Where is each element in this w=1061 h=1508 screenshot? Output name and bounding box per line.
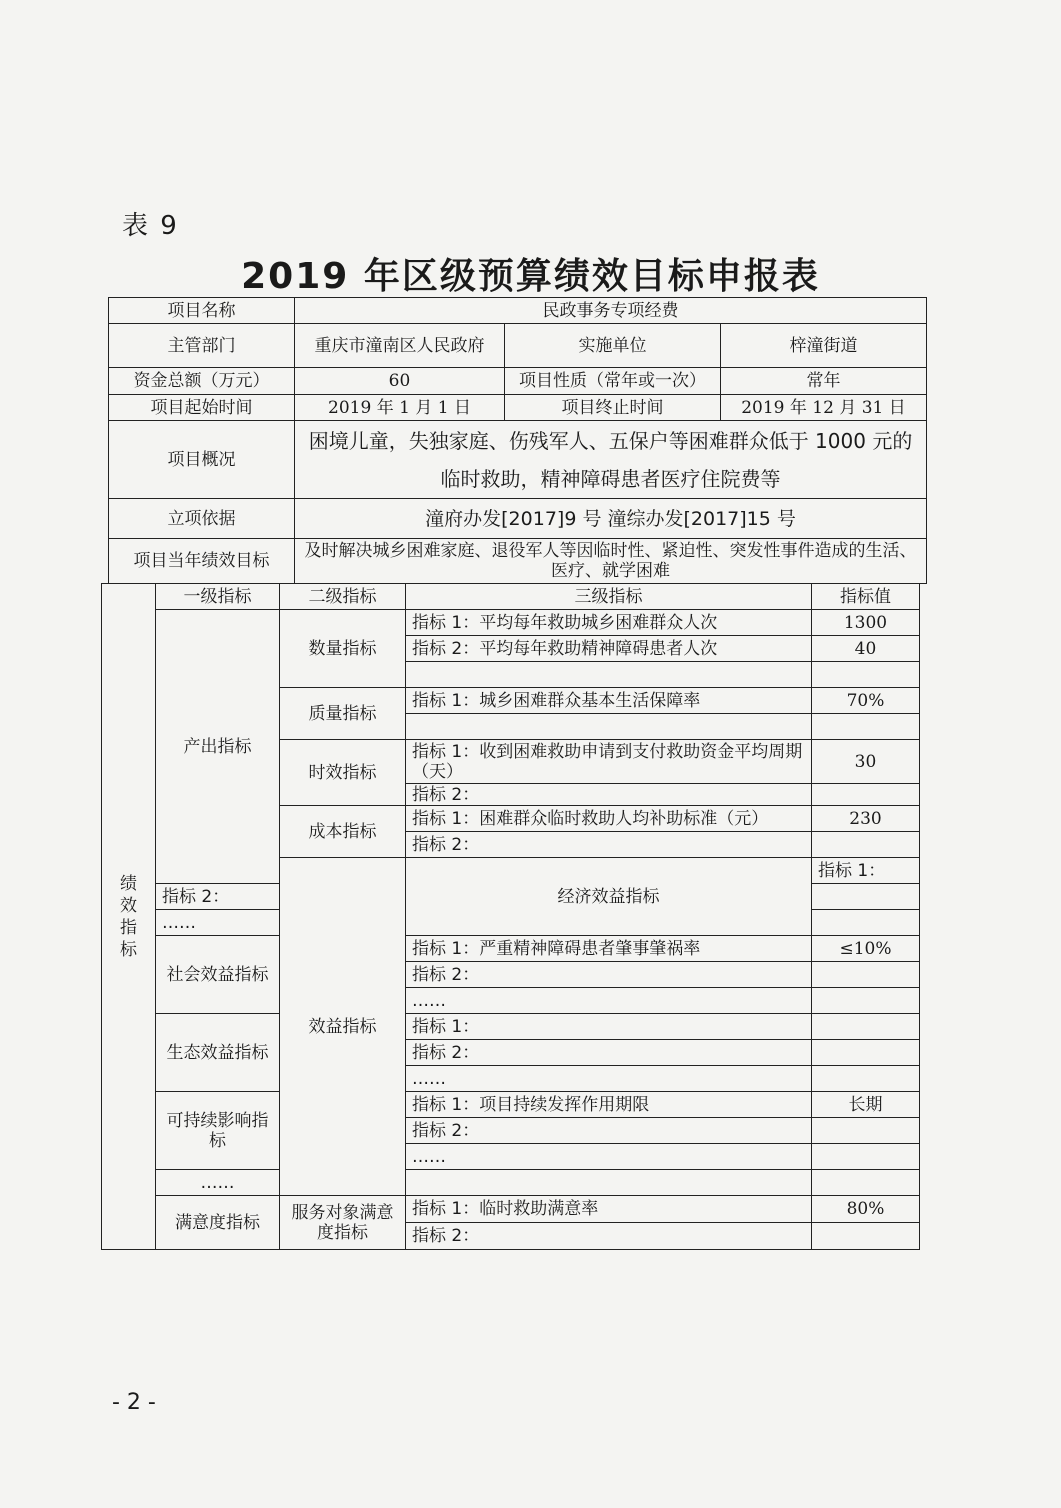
- empty-cell: [812, 714, 920, 740]
- quality-indicators-label: 质量指标: [280, 688, 406, 740]
- indicator-timeliness-1: 指标 1：收到困难救助申请到支付救助资金平均周期（天）: [406, 740, 812, 784]
- fund-total-value: 60: [295, 368, 505, 395]
- value-header: 指标值: [812, 584, 920, 610]
- social-benefit-label: 社会效益指标: [156, 936, 280, 1014]
- economic-benefit-label: 经济效益指标: [406, 858, 812, 936]
- project-name-label: 项目名称: [109, 298, 295, 324]
- basis-value: 潼府办发[2017]9 号 潼综办发[2017]15 号: [295, 499, 927, 539]
- department-value: 重庆市潼南区人民政府: [295, 324, 505, 368]
- quantity-indicators-label: 数量指标: [280, 610, 406, 688]
- empty-cell: [812, 1118, 920, 1144]
- table-row: [102, 610, 920, 636]
- project-info-table: [108, 297, 927, 584]
- level3-header: 三级指标: [406, 584, 812, 610]
- table-row: [109, 324, 927, 368]
- table-row: [109, 421, 927, 499]
- indicator-quality-1-value: 70%: [812, 688, 920, 714]
- timeliness-indicators-label: 时效指标: [280, 740, 406, 806]
- cost-indicators-label: 成本指标: [280, 806, 406, 858]
- level2-header: 二级指标: [280, 584, 406, 610]
- empty-cell: [406, 1170, 812, 1196]
- indicator-quantity-1: 指标 1：平均每年救助城乡困难群众人次: [406, 610, 812, 636]
- indicator-table: [101, 583, 920, 1250]
- department-label: 主管部门: [109, 324, 295, 368]
- empty-cell: [406, 662, 812, 688]
- indicator-social-more: ……: [406, 988, 812, 1014]
- table-row: [102, 936, 920, 962]
- empty-cell: [812, 1014, 920, 1040]
- indicator-timeliness-2: 指标 2：: [406, 784, 812, 806]
- goal-value: 及时解决城乡困难家庭、退役军人等因临时性、紧迫性、突发性事件造成的生活、医疗、就学困难: [295, 539, 927, 584]
- indicator-social-1-value: ≤10%: [812, 936, 920, 962]
- table-row: [109, 395, 927, 421]
- table-row: [102, 1014, 920, 1040]
- empty-cell: [812, 832, 920, 858]
- indicator-satisfaction-2: 指标 2：: [406, 1223, 812, 1250]
- indicator-quality-1: 指标 1：城乡困难群众基本生活保障率: [406, 688, 812, 714]
- empty-cell: [812, 1066, 920, 1092]
- indicator-ecological-more: ……: [406, 1066, 812, 1092]
- empty-cell: [812, 988, 920, 1014]
- table-row: [102, 584, 920, 610]
- indicator-social-1: 指标 1：严重精神障碍患者肇事肇祸率: [406, 936, 812, 962]
- implementer-label: 实施单位: [505, 324, 721, 368]
- service-satisfaction-label: 服务对象满意度指标: [280, 1196, 406, 1250]
- indicator-ecological-1: 指标 1：: [406, 1014, 812, 1040]
- indicator-sustain-more: ……: [406, 1144, 812, 1170]
- table-row: [109, 539, 927, 584]
- output-indicators-label: 产出指标: [156, 610, 280, 884]
- fund-total-label: 资金总额（万元）: [109, 368, 295, 395]
- document-title: 2019 年区级预算绩效目标申报表: [241, 256, 820, 297]
- indicator-satisfaction-1: 指标 1：临时救助满意率: [406, 1196, 812, 1223]
- indicator-economic-1: 指标 1：: [812, 858, 920, 884]
- indicator-sustain-1: 指标 1：项目持续发挥作用期限: [406, 1092, 812, 1118]
- goal-label: 项目当年绩效目标: [109, 539, 295, 584]
- project-name-value: 民政事务专项经费: [295, 298, 927, 324]
- basis-label: 立项依据: [109, 499, 295, 539]
- overview-value: 困境儿童，失独家庭、伤残军人、五保户等困难群众低于 1000 元的临时救助，精神障碍患者医疗住院费等: [295, 421, 927, 499]
- indicator-quantity-1-value: 1300: [812, 610, 920, 636]
- table-row: [102, 1196, 920, 1223]
- end-date-label: 项目终止时间: [505, 395, 721, 421]
- table-row: [109, 298, 927, 324]
- empty-cell: [812, 1144, 920, 1170]
- end-date-value: 2019 年 12 月 31 日: [721, 395, 927, 421]
- ecological-benefit-label: 生态效益指标: [156, 1014, 280, 1092]
- empty-cell: [812, 1170, 920, 1196]
- benefit-indicators-label: 效益指标: [280, 858, 406, 1196]
- start-date-value: 2019 年 1 月 1 日: [295, 395, 505, 421]
- empty-cell: [812, 784, 920, 806]
- page-number: - 2 -: [112, 1390, 156, 1415]
- indicator-ecological-2: 指标 2：: [406, 1040, 812, 1066]
- table-row: [109, 368, 927, 395]
- empty-cell: [812, 884, 920, 910]
- table-row: [102, 1170, 920, 1196]
- table-row: [109, 499, 927, 539]
- indicator-economic-more: ……: [156, 910, 280, 936]
- level1-header: 一级指标: [156, 584, 280, 610]
- empty-cell: [812, 962, 920, 988]
- empty-cell: [406, 714, 812, 740]
- empty-cell: [812, 662, 920, 688]
- indicator-social-2: 指标 2：: [406, 962, 812, 988]
- indicator-sustain-2: 指标 2：: [406, 1118, 812, 1144]
- empty-cell: [812, 1040, 920, 1066]
- indicator-cost-2: 指标 2：: [406, 832, 812, 858]
- indicator-sustain-1-value: 长期: [812, 1092, 920, 1118]
- implementer-value: 梓潼街道: [721, 324, 927, 368]
- indicator-quantity-2: 指标 2：平均每年救助精神障碍患者人次: [406, 636, 812, 662]
- indicator-timeliness-1-value: 30: [812, 740, 920, 784]
- more-indicators-label: ……: [156, 1170, 280, 1196]
- satisfaction-indicators-label: 满意度指标: [156, 1196, 280, 1250]
- overview-label: 项目概况: [109, 421, 295, 499]
- indicator-cost-1-value: 230: [812, 806, 920, 832]
- indicator-satisfaction-1-value: 80%: [812, 1196, 920, 1223]
- empty-cell: [812, 1223, 920, 1250]
- indicator-cost-1: 指标 1：困难群众临时救助人均补助标准（元）: [406, 806, 812, 832]
- table-number: 表 9: [122, 211, 179, 241]
- empty-cell: [812, 910, 920, 936]
- indicator-quantity-2-value: 40: [812, 636, 920, 662]
- indicator-economic-2: 指标 2：: [156, 884, 280, 910]
- start-date-label: 项目起始时间: [109, 395, 295, 421]
- performance-indicators-label: 绩 效 指 标: [102, 584, 156, 1250]
- project-nature-label: 项目性质（常年或一次）: [505, 368, 721, 395]
- project-nature-value: 常年: [721, 368, 927, 395]
- table-row: [102, 1092, 920, 1118]
- sustainability-label: 可持续影响指标: [156, 1092, 280, 1170]
